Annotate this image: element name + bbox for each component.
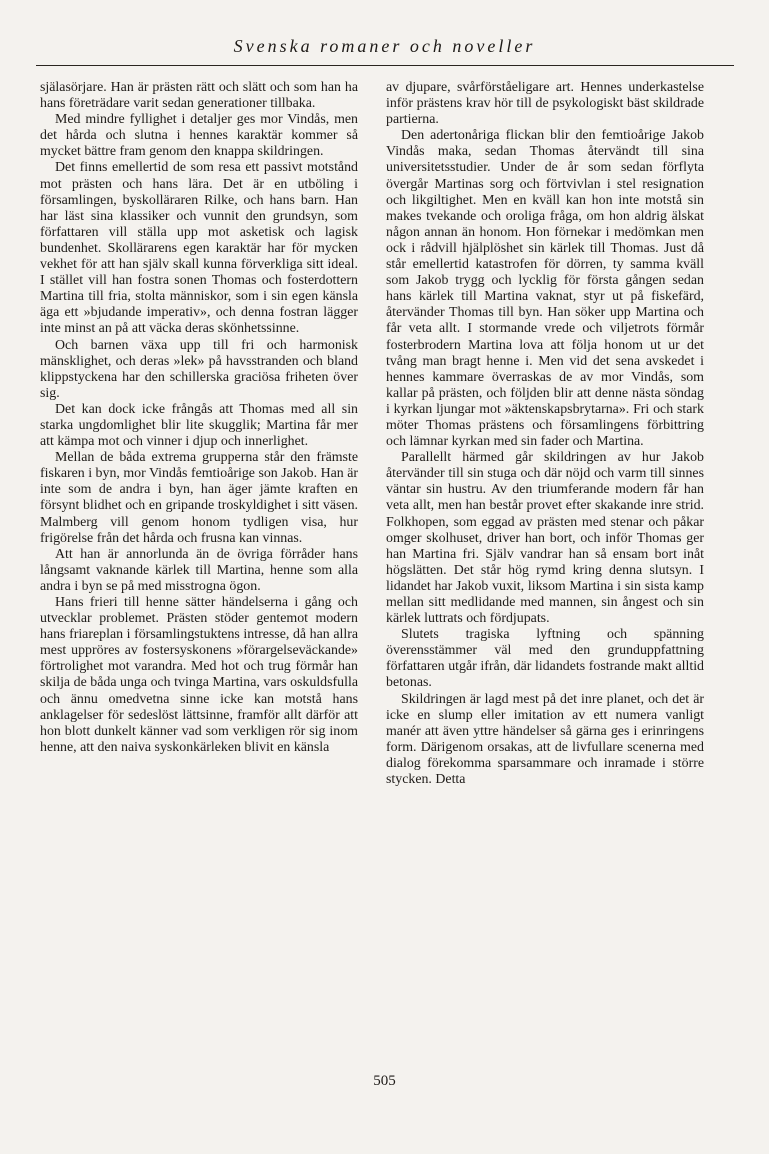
paragraph: själasörjare. Han är prästen rätt och slätt och som han ha hans företrädare varit sedan generationer tillbaka. xyxy=(40,80,358,112)
running-header: Svenska romaner och noveller xyxy=(233,36,536,56)
paragraph: Det kan dock icke frångås att Thomas med all sin starka ungdomlighet blir lite skugglik; Martina får mer att kämpa mot och vinner i djup och innerlighet. xyxy=(40,401,358,450)
paragraph: Att han är annorlunda än de övriga förråder hans långsamt vaknande kärlek till Martina, henne som alla andra i byn se på med misstrogna ögon. xyxy=(40,546,358,594)
paragraph: Hans frieri till henne sätter händelserna i gång och utvecklar problemet. Prästen stöder gentemot modern hans friareplan i församlingstuktens intresse, då han allra mest uppröres av fostersyskonens »förargelseväckande» förtrolighet mot varandra. Med hot och trug förmår han skilja de båda unga och tvinga Martina, vars oskuldsfulla och ännu omedvetna sinne icke kan motstå hans anklagelser för sedeslöst lättsinne, framför allt därför att hon blott dunkelt känner vad som verkligen rör sig inom henne, att den naiva syskonkärleken blivit en känsla xyxy=(40,595,358,755)
left-column xyxy=(40,80,358,756)
header-rule xyxy=(36,65,734,66)
paragraph: Den adertonåriga flickan blir den femtioårige Jakob Vindås maka, sedan Thomas återvändt till sina universitetsstudier. Under de år som sedan förflyta övergår Martinas sorg och förtvivlan i stel resignation och likgiltighet. Men en kväll kan hon inte motstå sin makes tvekande och oroliga fråga, om hon aldrig älskat någon annan än honom. Hon förnekar i medömkan men ock i rådvill hjälplöshet sin kärlek till Thomas. Just då står emellertid katastrofen för dörren, ty samma kväll som Jakob trygg och lycklig för första gången sedan hans kärlek till Martina vaknat, styr ut på fiskefärd, återvänder Thomas till byn. Han söker upp Martina och får veta allt. I stormande vrede och viljetrots förmår fosterbrodern Martina lova att följa honom ut ur det tvång man bragt henne i. Men vid det sena avskedet i hennes kammare överraskas de av mor Vindås, som kallar på prästen, och följden blir att denne nästa söndag i kyrkan ljungar mot »äktenskapsbrytarna». Fri och stark möter Thomas prästens och församlingens förbittring och lämnar kyrkan med sin fader och Martina. xyxy=(386,128,704,450)
paragraph: av djupare, svårförståeligare art. Hennes underkastelse inför prästens krav hör till de psykologiskt bäst skildrade partierna. xyxy=(386,80,704,128)
page-number: 505 xyxy=(373,1073,396,1089)
paragraph: Det finns emellertid de som resa ett passivt motstånd mot prästen och hans lära. Det är en utböling i församlingen, byskolläraren Rilke, och hans barn. Han har läst sina klassiker och vunnit den grundsyn, som författaren vill ställa upp mot asketisk och lagisk bundenhet. Skollärarens egen karaktär har för mycken vekhet för att han själv skall kunna förverkliga sitt ideal. I stället vill han fostra sonen Thomas och fosterdottern Martina till fria, stolta människor, som i sin egen känsla äga ett »bjudande imperativ», och denna fostran lägger inte minst an på att väcka deras skönhetssinne. xyxy=(40,160,358,337)
right-column xyxy=(386,80,704,788)
paragraph: Med mindre fyllighet i detaljer ges mor Vindås, men det hårda och slutna i hennes karaktär kommer så mycket bättre fram genom den knappa skildringen. xyxy=(40,112,358,160)
paragraph: Slutets tragiska lyftning och spänning överensstämmer väl med den grunduppfattning författaren utgår ifrån, där lidandets fostrande makt alltid betonas. xyxy=(386,627,704,691)
paragraph: Parallellt härmed går skildringen av hur Jakob återvänder till sin stuga och där nöjd och varm till sinnes väntar sin hustru. Av den triumferande modern får han veta allt, men han består provet efter skakande inre strid. Folkhopen, som eggad av prästen med stenar och påkar omger skolhuset, driver han bort, och inför Thomas ger han Martina fri. Själv vandrar han så ensam bort inåt högslätten. Det står hög rymd kring denna slutsyn. I lidandet har Jakob vuxit, liksom Martina i sin sista kamp mellan sitt medlidande med mannen, sin ångest och sin kärlek luttrats och fördjupats. xyxy=(386,450,704,627)
paragraph: Och barnen växa upp till fri och harmonisk mänsklighet, och deras »lek» på havsstranden och bland klippstyckena har den schillerska graciösa friheten över sig. xyxy=(40,337,358,401)
paragraph: Mellan de båda extrema grupperna står den främste fiskaren i byn, mor Vindås femtioårige son Jakob. Han är inte som de andra i byn, han äger jämte kraften en försynt blidhet och en gripande troskyldighet i sitt väsen. Malmberg vill genom honom tydligen visa, hur frigörelse från det hårda och frusna kan vinnas. xyxy=(40,450,358,546)
paragraph: Skildringen är lagd mest på det inre planet, och det är icke en slump eller imitation av ett numera vanligt manér att även yttre händelser så gärna ges i erinringens form. Därigenom orsakas, att de livfullare scenerna med dialog förekomma sparsammare och inramade i större stycken. Detta xyxy=(386,691,704,788)
